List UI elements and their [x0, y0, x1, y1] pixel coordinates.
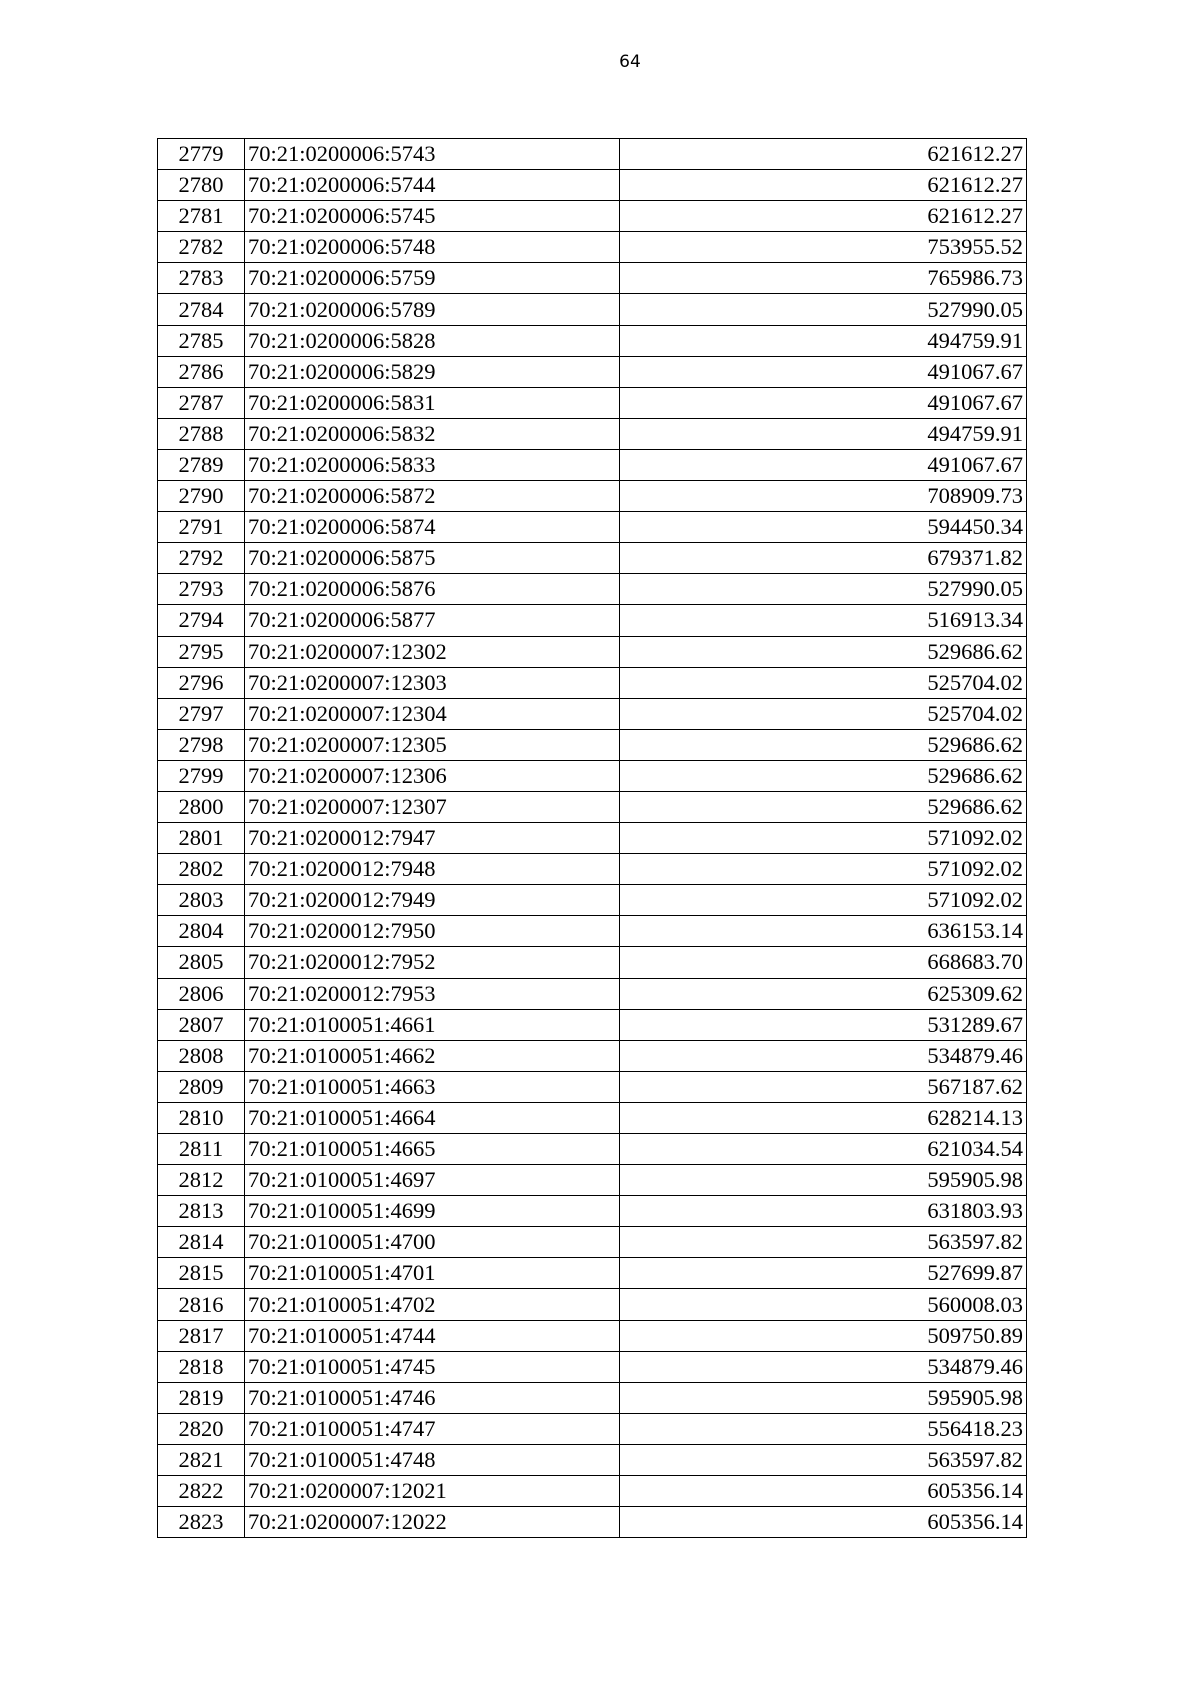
table-row	[158, 636, 1027, 667]
cadastral-value-cell: 628214.13	[620, 1102, 1027, 1133]
table-row	[158, 170, 1027, 201]
row-number-cell: 2809	[158, 1071, 245, 1102]
table-row	[158, 387, 1027, 418]
table-row	[158, 574, 1027, 605]
table-row	[158, 1258, 1027, 1289]
cadastral-value-cell: 516913.34	[620, 605, 1027, 636]
row-number-cell: 2820	[158, 1413, 245, 1444]
row-number-cell: 2814	[158, 1227, 245, 1258]
row-number-cell: 2821	[158, 1444, 245, 1475]
cadastral-number-cell: 70:21:0200012:7949	[245, 885, 620, 916]
table-row	[158, 263, 1027, 294]
row-number-cell: 2786	[158, 356, 245, 387]
row-number-cell: 2812	[158, 1165, 245, 1196]
cadastral-number-cell: 70:21:0100051:4661	[245, 1009, 620, 1040]
row-number-cell: 2817	[158, 1320, 245, 1351]
cadastral-number-cell: 70:21:0200006:5748	[245, 232, 620, 263]
cadastral-value-cell: 527990.05	[620, 574, 1027, 605]
cadastral-value-cell: 567187.62	[620, 1071, 1027, 1102]
cadastral-value-cell: 595905.98	[620, 1165, 1027, 1196]
cadastral-number-cell: 70:21:0100051:4747	[245, 1413, 620, 1444]
cadastral-value-cell: 529686.62	[620, 729, 1027, 760]
table-row	[158, 667, 1027, 698]
cadastral-number-cell: 70:21:0100051:4700	[245, 1227, 620, 1258]
row-number-cell: 2791	[158, 512, 245, 543]
cadastral-number-cell: 70:21:0200007:12304	[245, 698, 620, 729]
table-row	[158, 1476, 1027, 1507]
table-row	[158, 791, 1027, 822]
cadastral-number-cell: 70:21:0200007:12022	[245, 1507, 620, 1538]
row-number-cell: 2803	[158, 885, 245, 916]
table-row	[158, 201, 1027, 232]
cadastral-value-table	[157, 138, 1027, 1538]
row-number-cell: 2789	[158, 449, 245, 480]
cadastral-number-cell: 70:21:0100051:4745	[245, 1351, 620, 1382]
table-row	[158, 1507, 1027, 1538]
page-number: 64	[619, 52, 641, 72]
table-row	[158, 418, 1027, 449]
cadastral-value-cell: 527699.87	[620, 1258, 1027, 1289]
table-row	[158, 294, 1027, 325]
cadastral-number-cell: 70:21:0200007:12021	[245, 1476, 620, 1507]
cadastral-value-cell: 529686.62	[620, 760, 1027, 791]
cadastral-number-cell: 70:21:0100051:4664	[245, 1102, 620, 1133]
cadastral-value-cell: 595905.98	[620, 1382, 1027, 1413]
row-number-cell: 2781	[158, 201, 245, 232]
cadastral-value-cell: 753955.52	[620, 232, 1027, 263]
cadastral-number-cell: 70:21:0100051:4748	[245, 1444, 620, 1475]
table-row	[158, 916, 1027, 947]
cadastral-number-cell: 70:21:0200006:5829	[245, 356, 620, 387]
cadastral-value-cell: 636153.14	[620, 916, 1027, 947]
row-number-cell: 2816	[158, 1289, 245, 1320]
cadastral-value-cell: 668683.70	[620, 947, 1027, 978]
cadastral-value-cell: 509750.89	[620, 1320, 1027, 1351]
table-row	[158, 1227, 1027, 1258]
table-row	[158, 1289, 1027, 1320]
cadastral-value-cell: 621612.27	[620, 139, 1027, 170]
cadastral-number-cell: 70:21:0200006:5744	[245, 170, 620, 201]
table-row	[158, 729, 1027, 760]
cadastral-number-cell: 70:21:0100051:4697	[245, 1165, 620, 1196]
cadastral-value-cell: 765986.73	[620, 263, 1027, 294]
table-row	[158, 823, 1027, 854]
cadastral-number-cell: 70:21:0200006:5745	[245, 201, 620, 232]
cadastral-number-cell: 70:21:0100051:4744	[245, 1320, 620, 1351]
cadastral-value-cell: 621034.54	[620, 1134, 1027, 1165]
cadastral-value-cell: 529686.62	[620, 636, 1027, 667]
table-row	[158, 1382, 1027, 1413]
cadastral-value-cell: 525704.02	[620, 667, 1027, 698]
cadastral-number-cell: 70:21:0200012:7950	[245, 916, 620, 947]
row-number-cell: 2819	[158, 1382, 245, 1413]
cadastral-value-cell: 531289.67	[620, 1009, 1027, 1040]
cadastral-value-cell: 605356.14	[620, 1476, 1027, 1507]
cadastral-value-cell: 491067.67	[620, 449, 1027, 480]
cadastral-value-cell: 621612.27	[620, 170, 1027, 201]
row-number-cell: 2808	[158, 1040, 245, 1071]
cadastral-value-cell: 563597.82	[620, 1227, 1027, 1258]
table-row	[158, 1320, 1027, 1351]
row-number-cell: 2782	[158, 232, 245, 263]
table-row	[158, 543, 1027, 574]
cadastral-number-cell: 70:21:0100051:4702	[245, 1289, 620, 1320]
row-number-cell: 2779	[158, 139, 245, 170]
row-number-cell: 2785	[158, 325, 245, 356]
cadastral-value-cell: 560008.03	[620, 1289, 1027, 1320]
cadastral-number-cell: 70:21:0200006:5743	[245, 139, 620, 170]
cadastral-value-cell: 605356.14	[620, 1507, 1027, 1538]
cadastral-number-cell: 70:21:0200006:5831	[245, 387, 620, 418]
table-row	[158, 978, 1027, 1009]
table-row	[158, 1040, 1027, 1071]
table-row	[158, 1102, 1027, 1133]
cadastral-value-cell: 594450.34	[620, 512, 1027, 543]
cadastral-value-cell: 494759.91	[620, 418, 1027, 449]
cadastral-number-cell: 70:21:0200007:12302	[245, 636, 620, 667]
cadastral-number-cell: 70:21:0200012:7947	[245, 823, 620, 854]
cadastral-value-cell: 494759.91	[620, 325, 1027, 356]
row-number-cell: 2787	[158, 387, 245, 418]
cadastral-value-cell: 563597.82	[620, 1444, 1027, 1475]
cadastral-value-cell: 625309.62	[620, 978, 1027, 1009]
table-row	[158, 1351, 1027, 1382]
row-number-cell: 2802	[158, 854, 245, 885]
table-row	[158, 1413, 1027, 1444]
cadastral-value-cell: 621612.27	[620, 201, 1027, 232]
cadastral-number-cell: 70:21:0200006:5833	[245, 449, 620, 480]
row-number-cell: 2818	[158, 1351, 245, 1382]
table-row	[158, 481, 1027, 512]
cadastral-number-cell: 70:21:0200006:5877	[245, 605, 620, 636]
table-row	[158, 1165, 1027, 1196]
cadastral-number-cell: 70:21:0100051:4701	[245, 1258, 620, 1289]
cadastral-number-cell: 70:21:0200007:12305	[245, 729, 620, 760]
row-number-cell: 2822	[158, 1476, 245, 1507]
table-row	[158, 1009, 1027, 1040]
cadastral-number-cell: 70:21:0200007:12303	[245, 667, 620, 698]
cadastral-value-cell: 631803.93	[620, 1196, 1027, 1227]
table-row	[158, 1134, 1027, 1165]
table-row	[158, 356, 1027, 387]
cadastral-value-cell: 556418.23	[620, 1413, 1027, 1444]
cadastral-number-cell: 70:21:0100051:4662	[245, 1040, 620, 1071]
row-number-cell: 2823	[158, 1507, 245, 1538]
cadastral-number-cell: 70:21:0200012:7948	[245, 854, 620, 885]
row-number-cell: 2799	[158, 760, 245, 791]
cadastral-number-cell: 70:21:0200006:5759	[245, 263, 620, 294]
cadastral-value-cell: 571092.02	[620, 823, 1027, 854]
cadastral-value-cell: 571092.02	[620, 854, 1027, 885]
cadastral-number-cell: 70:21:0200006:5832	[245, 418, 620, 449]
table-row	[158, 325, 1027, 356]
table-row	[158, 760, 1027, 791]
table-row	[158, 1196, 1027, 1227]
cadastral-number-cell: 70:21:0100051:4746	[245, 1382, 620, 1413]
cadastral-value-cell: 527990.05	[620, 294, 1027, 325]
cadastral-value-cell: 571092.02	[620, 885, 1027, 916]
cadastral-number-cell: 70:21:0100051:4665	[245, 1134, 620, 1165]
row-number-cell: 2813	[158, 1196, 245, 1227]
cadastral-number-cell: 70:21:0100051:4699	[245, 1196, 620, 1227]
cadastral-number-cell: 70:21:0200007:12306	[245, 760, 620, 791]
table-row	[158, 449, 1027, 480]
cadastral-value-cell: 534879.46	[620, 1351, 1027, 1382]
row-number-cell: 2804	[158, 916, 245, 947]
row-number-cell: 2794	[158, 605, 245, 636]
row-number-cell: 2790	[158, 481, 245, 512]
row-number-cell: 2800	[158, 791, 245, 822]
cadastral-number-cell: 70:21:0200007:12307	[245, 791, 620, 822]
cadastral-number-cell: 70:21:0100051:4663	[245, 1071, 620, 1102]
row-number-cell: 2801	[158, 823, 245, 854]
table-body	[158, 139, 1027, 1538]
cadastral-value-cell: 525704.02	[620, 698, 1027, 729]
cadastral-number-cell: 70:21:0200006:5789	[245, 294, 620, 325]
cadastral-number-cell: 70:21:0200012:7953	[245, 978, 620, 1009]
row-number-cell: 2783	[158, 263, 245, 294]
cadastral-number-cell: 70:21:0200006:5828	[245, 325, 620, 356]
cadastral-value-cell: 529686.62	[620, 791, 1027, 822]
row-number-cell: 2805	[158, 947, 245, 978]
table-row	[158, 605, 1027, 636]
cadastral-number-cell: 70:21:0200012:7952	[245, 947, 620, 978]
cadastral-number-cell: 70:21:0200006:5875	[245, 543, 620, 574]
row-number-cell: 2806	[158, 978, 245, 1009]
table-row	[158, 139, 1027, 170]
cadastral-number-cell: 70:21:0200006:5874	[245, 512, 620, 543]
table-row	[158, 512, 1027, 543]
row-number-cell: 2795	[158, 636, 245, 667]
row-number-cell: 2798	[158, 729, 245, 760]
cadastral-number-cell: 70:21:0200006:5872	[245, 481, 620, 512]
cadastral-value-cell: 679371.82	[620, 543, 1027, 574]
table-row	[158, 947, 1027, 978]
cadastral-value-cell: 534879.46	[620, 1040, 1027, 1071]
cadastral-value-cell: 491067.67	[620, 387, 1027, 418]
row-number-cell: 2815	[158, 1258, 245, 1289]
cadastral-value-cell: 491067.67	[620, 356, 1027, 387]
row-number-cell: 2788	[158, 418, 245, 449]
table-row	[158, 1071, 1027, 1102]
table-row	[158, 854, 1027, 885]
table-row	[158, 885, 1027, 916]
table-row	[158, 1444, 1027, 1475]
row-number-cell: 2793	[158, 574, 245, 605]
cadastral-value-cell: 708909.73	[620, 481, 1027, 512]
table-row	[158, 698, 1027, 729]
row-number-cell: 2792	[158, 543, 245, 574]
table-row	[158, 232, 1027, 263]
row-number-cell: 2780	[158, 170, 245, 201]
cadastral-number-cell: 70:21:0200006:5876	[245, 574, 620, 605]
row-number-cell: 2811	[158, 1134, 245, 1165]
row-number-cell: 2807	[158, 1009, 245, 1040]
row-number-cell: 2797	[158, 698, 245, 729]
row-number-cell: 2810	[158, 1102, 245, 1133]
row-number-cell: 2796	[158, 667, 245, 698]
row-number-cell: 2784	[158, 294, 245, 325]
